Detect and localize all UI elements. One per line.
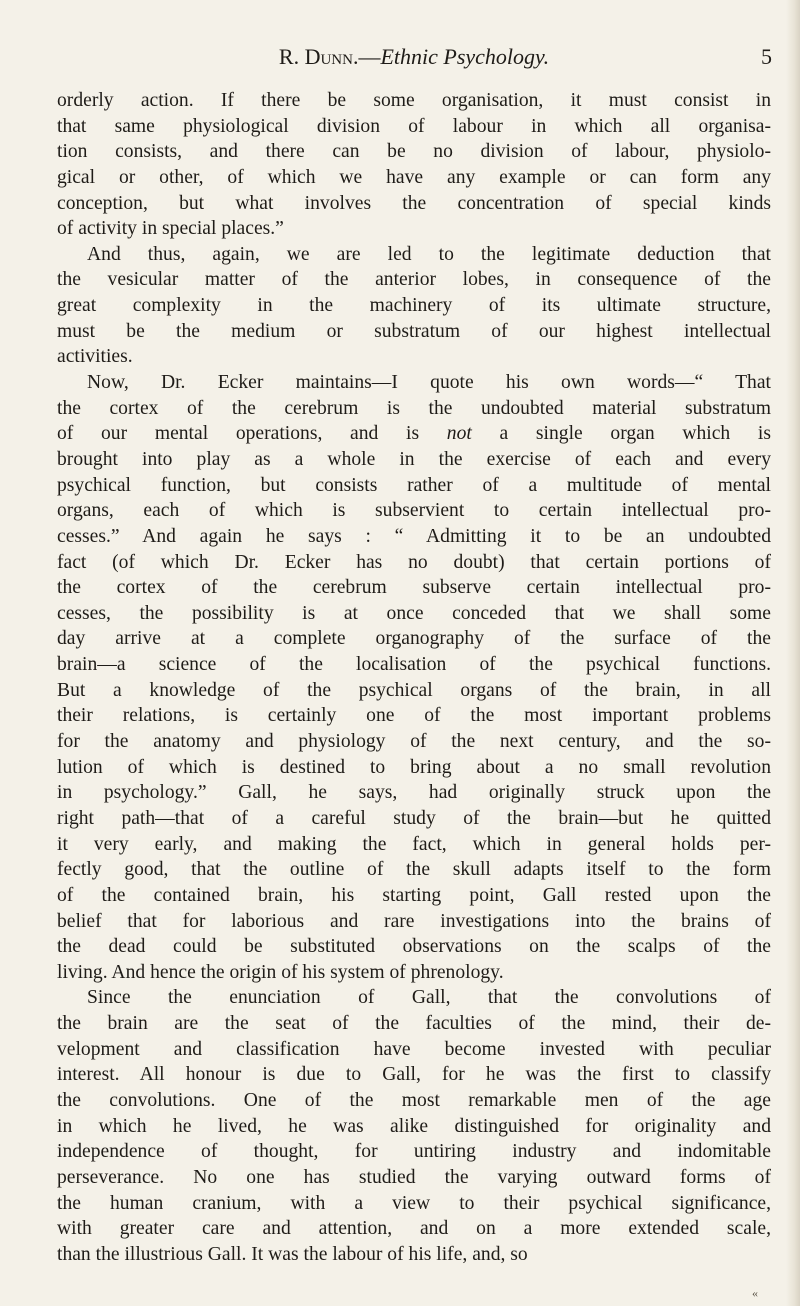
text-line: in psychology.” Gall, he says, had originally struck upon the: [57, 782, 771, 804]
emphasis-word: not: [446, 423, 472, 445]
text-line: activities.: [57, 346, 133, 368]
header-separator: —: [358, 44, 381, 69]
footer-mark: «: [752, 1286, 758, 1300]
text-line: belief that for laborious and rare investigations into the brains of: [57, 910, 771, 932]
text-line: tion consists, and there can be no division of labour, physiolo-: [57, 141, 771, 163]
text-line: the convolutions. One of the most remarkable men of the age: [57, 1089, 771, 1111]
text-line: fectly good, that the outline of the skull adapts itself to the form: [57, 859, 771, 881]
text-line: fact (of which Dr. Ecker has no doubt) that certain portions of: [57, 551, 771, 573]
body-text: [57, 88, 771, 1267]
header-author: R. Dunn.: [278, 44, 359, 69]
text-line: gical or other, of which we have any example or can form any: [57, 166, 771, 188]
text-line: living. And hence the origin of his system of phrenology.: [57, 961, 504, 983]
text-segment: a single organ which is: [471, 423, 771, 445]
text-line: of activity in special places.”: [57, 218, 284, 240]
text-line: of the contained brain, his starting point, Gall rested upon the: [57, 884, 771, 906]
header-title: Ethnic Psychology.: [380, 44, 550, 69]
text-line: psychical function, but consists rather of a multitude of mental: [57, 474, 771, 496]
text-line: day arrive at a complete organography of the surface of the: [57, 628, 771, 650]
text-line: the human cranium, with a view to their psychical significance,: [57, 1192, 771, 1214]
text-line: velopment and classification have become invested with peculiar: [57, 1038, 771, 1060]
page-number: 5: [761, 44, 772, 69]
text-line: with greater care and attention, and on a more extended scale,: [57, 1218, 771, 1240]
text-line: But a knowledge of the psychical organs of the brain, in all: [57, 679, 771, 701]
text-line: Now, Dr. Ecker maintains—I quote his own words—“ That: [87, 372, 771, 394]
text-line: lution of which is destined to bring about a no small revolution: [57, 756, 771, 778]
text-line: conception, but what involves the concentration of special kinds: [57, 192, 771, 214]
text-line: the cortex of the cerebrum is the undoubted material substratum: [57, 397, 771, 419]
text-line: great complexity in the machinery of its ultimate structure,: [57, 295, 771, 317]
text-line: the cortex of the cerebrum subserve certain intellectual pro-: [57, 577, 771, 599]
text-line: the brain are the seat of the faculties of the mind, their de-: [57, 1013, 771, 1035]
text-line: that same physiological division of labour in which all organisa-: [57, 115, 771, 137]
running-head-text: [56, 44, 772, 70]
text-line: must be the medium or substratum of our highest intellectual: [57, 320, 771, 342]
text-line: [57, 421, 771, 447]
text-line: cesses.” And again he says : “ Admitting it to be an undoubted: [57, 525, 771, 547]
text-line: brain—a science of the localisation of the psychical functions.: [57, 654, 771, 676]
text-line: Since the enunciation of Gall, that the convolutions of: [87, 987, 771, 1009]
text-line: organs, each of which is subservient to certain intellectual pro-: [57, 500, 771, 522]
text-line: brought into play as a whole in the exercise of each and every: [57, 448, 771, 470]
page-edge-shadow: [786, 0, 800, 1306]
text-line: in which he lived, he was alike distinguished for originality and: [57, 1115, 771, 1137]
text-line: the dead could be substituted observations on the scalps of the: [57, 936, 771, 958]
text-segment: of our mental operations, and is: [57, 423, 447, 445]
text-line: their relations, is certainly one of the most important problems: [57, 705, 771, 727]
text-line: it very early, and making the fact, which in general holds per-: [57, 833, 771, 855]
text-line: orderly action. If there be some organisation, it must consist in: [57, 90, 771, 111]
text-line: the vesicular matter of the anterior lobes, in consequence of the: [57, 269, 771, 291]
text-line: interest. All honour is due to Gall, for he was the first to classify: [57, 1064, 771, 1086]
text-line: independence of thought, for untiring industry and indomitable: [57, 1141, 771, 1163]
text-line: cesses, the possibility is at once conceded that we shall some: [57, 602, 771, 624]
text-line: for the anatomy and physiology of the next century, and the so-: [57, 731, 771, 753]
text-line: And thus, again, we are led to the legitimate deduction that: [87, 243, 771, 265]
text-line: right path—that of a careful study of the brain—but he quitted: [57, 807, 771, 829]
text-line: perseverance. No one has studied the varying outward forms of: [57, 1166, 771, 1188]
text-line: than the illustrious Gall. It was the labour of his life, and, so: [57, 1243, 528, 1265]
running-header: [56, 44, 772, 74]
